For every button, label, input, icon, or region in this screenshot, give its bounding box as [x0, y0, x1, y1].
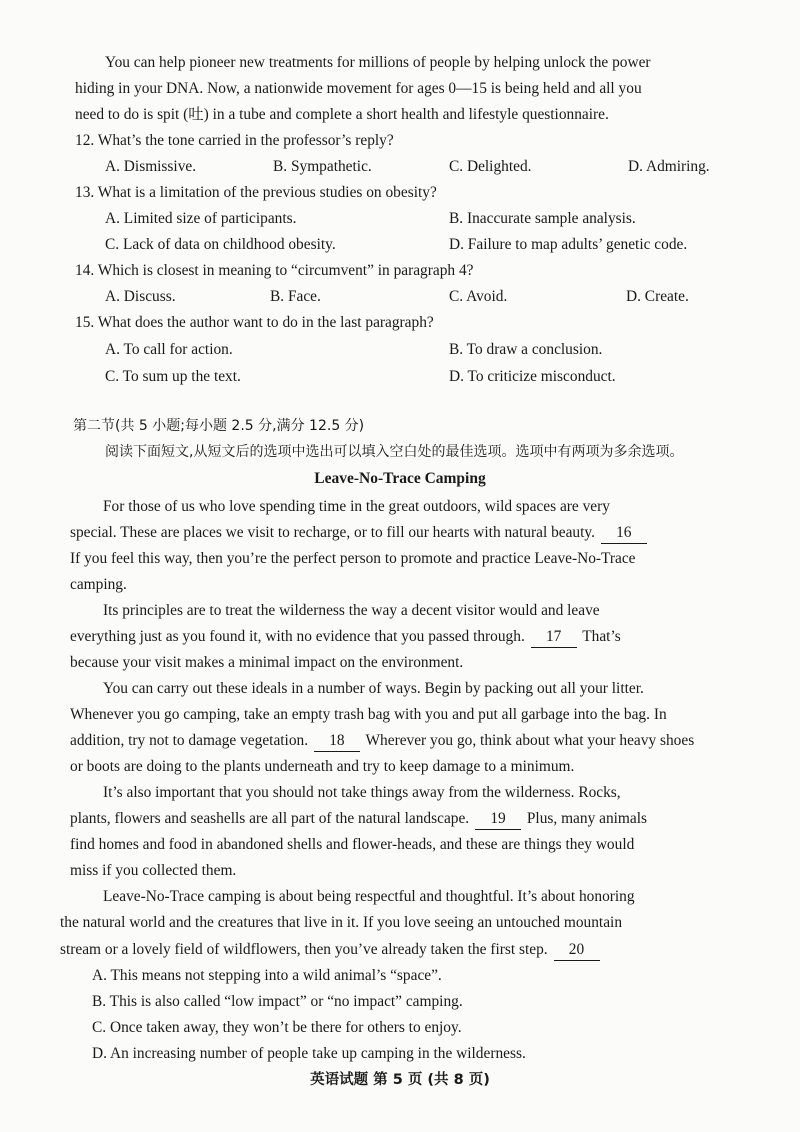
- p5-line-2: the natural world and the creatures that live in it. If you love seeing an untouched mountain: [60, 914, 623, 931]
- p5-line-1: Leave-No-Trace camping is about being respectful and thoughtful. It’s about honoring: [103, 888, 635, 905]
- question-12-option-c: C. Delighted.: [449, 158, 532, 175]
- blank-20: 20: [554, 940, 600, 961]
- p1-line-1: For those of us who love spending time in the great outdoors, wild spaces are very: [103, 498, 610, 515]
- question-13-option-d: D. Failure to map adults’ genetic code.: [449, 236, 688, 253]
- p3-line-2: Whenever you go camping, take an empty trash bag with you and put all garbage into the bag. In: [70, 706, 667, 723]
- p3-line-3: addition, try not to damage vegetation.: [70, 732, 309, 749]
- intro-line-2: hiding in your DNA. Now, a nationwide movement for ages 0—15 is being held and all you: [75, 80, 642, 97]
- question-15-option-d: D. To criticize misconduct.: [449, 368, 616, 385]
- question-14-option-c: C. Avoid.: [449, 288, 508, 305]
- passage-title: Leave-No-Trace Camping: [314, 470, 486, 487]
- question-13-option-a: A. Limited size of participants.: [105, 210, 297, 227]
- question-15-stem: 15. What does the author want to do in the last paragraph?: [75, 314, 434, 331]
- question-13-option-b: B. Inaccurate sample analysis.: [449, 210, 636, 227]
- p1-line-2: special. These are places we visit to recharge, or to fill our hearts with natural beauty.: [70, 524, 595, 541]
- p1-line-3: If you feel this way, then you’re the perfect person to promote and practice Leave-No-Trace: [70, 550, 636, 567]
- blank-16: 16: [601, 523, 647, 544]
- p2-line-1: Its principles are to treat the wilderness the way a decent visitor would and leave: [103, 602, 600, 619]
- question-13-stem: 13. What is a limitation of the previous studies on obesity?: [75, 184, 437, 201]
- question-14-option-b: B. Face.: [270, 288, 321, 305]
- p5-line-3: stream or a lovely field of wildflowers, then you’ve already taken the first step.: [60, 941, 548, 958]
- p2-line-2: everything just as you found it, with no evidence that you passed through.: [70, 628, 525, 645]
- blank-19: 19: [475, 809, 521, 830]
- p3-line-4: or boots are doing to the plants underneath and try to keep damage to a minimum.: [70, 758, 575, 775]
- p2-line-3: because your visit makes a minimal impact on the environment.: [70, 654, 464, 671]
- question-15-option-b: B. To draw a conclusion.: [449, 341, 603, 358]
- p1-line-4: camping.: [70, 576, 127, 593]
- intro-line-3: need to do is spit (吐) in a tube and complete a short health and lifestyle questionnaire.: [75, 106, 609, 123]
- question-12-option-a: A. Dismissive.: [105, 158, 197, 175]
- intro-line-1: You can help pioneer new treatments for millions of people by helping unlock the power: [105, 54, 651, 71]
- choice-a: A. This means not stepping into a wild animal’s “space”.: [92, 967, 442, 984]
- p3-line-3-tail: Wherever you go, think about what your heavy shoes: [365, 732, 695, 749]
- question-14-option-d: D. Create.: [626, 288, 689, 305]
- p4-line-2-tail: Plus, many animals: [526, 810, 648, 827]
- p2-line-2-tail: That’s: [582, 628, 621, 645]
- blank-18: 18: [314, 731, 360, 752]
- question-15-option-c: C. To sum up the text.: [105, 368, 241, 385]
- section-instruction: 阅读下面短文,从短文后的选项中选出可以填入空白处的最佳选项。选项中有两项为多余选项。: [105, 444, 684, 460]
- question-15-option-a: A. To call for action.: [105, 341, 233, 358]
- choice-b: B. This is also called “low impact” or “no impact” camping.: [92, 993, 463, 1010]
- question-14-option-a: A. Discuss.: [105, 288, 176, 305]
- p4-line-2: plants, flowers and seashells are all part of the natural landscape.: [70, 810, 470, 827]
- choice-c: C. Once taken away, they won’t be there for others to enjoy.: [92, 1019, 462, 1036]
- section-header: 第二节(共 5 小题;每小题 2.5 分,满分 12.5 分): [73, 418, 365, 434]
- question-12-stem: 12. What’s the tone carried in the professor’s reply?: [75, 132, 394, 149]
- p4-line-1: It’s also important that you should not take things away from the wilderness. Rocks,: [103, 784, 621, 801]
- question-14-stem: 14. Which is closest in meaning to “circumvent” in paragraph 4?: [75, 262, 474, 279]
- p3-line-1: You can carry out these ideals in a number of ways. Begin by packing out all your litter.: [103, 680, 644, 697]
- choice-d: D. An increasing number of people take up camping in the wilderness.: [92, 1045, 526, 1062]
- page-footer: 英语试题 第 5 页 (共 8 页): [310, 1072, 490, 1088]
- p4-line-4: miss if you collected them.: [70, 862, 237, 879]
- question-12-option-b: B. Sympathetic.: [273, 158, 372, 175]
- p4-line-3: find homes and food in abandoned shells and flower-heads, and these are things they would: [70, 836, 635, 853]
- question-13-option-c: C. Lack of data on childhood obesity.: [105, 236, 336, 253]
- blank-17: 17: [531, 627, 577, 648]
- question-12-option-d: D. Admiring.: [628, 158, 710, 175]
